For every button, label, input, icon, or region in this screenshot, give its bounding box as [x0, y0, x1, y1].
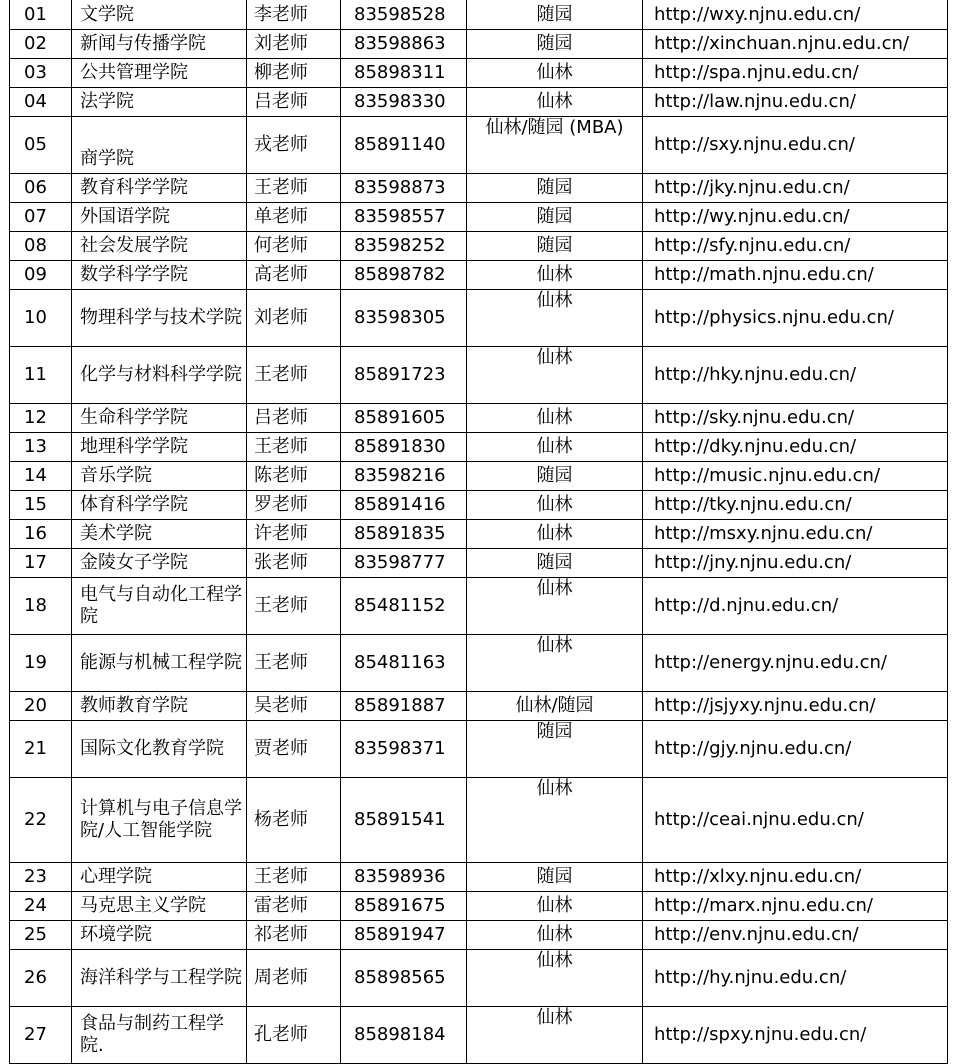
cell-teacher: 吕老师: [247, 404, 341, 433]
cell-college-name: 教育科学学院: [72, 174, 247, 203]
cell-phone: 85891541: [341, 778, 467, 863]
cell-teacher: 杨老师: [247, 778, 341, 863]
cell-campus: 仙林: [467, 290, 643, 347]
cell-teacher: 刘老师: [247, 30, 341, 59]
cell-teacher: 王老师: [247, 347, 341, 404]
cell-college-name: 计算机与电子信息学院/人工智能学院: [72, 778, 247, 863]
table-body: [10, 0, 948, 1064]
cell-teacher: 周老师: [247, 950, 341, 1007]
cell-phone: 85891416: [341, 491, 467, 520]
cell-phone: 85891830: [341, 433, 467, 462]
table-row: [10, 203, 948, 232]
cell-campus: 仙林: [467, 578, 643, 635]
cell-college-name: 能源与机械工程学院: [72, 635, 247, 692]
cell-teacher: 孔老师: [247, 1007, 341, 1064]
cell-number: 09: [10, 261, 72, 290]
cell-campus: 仙林: [467, 921, 643, 950]
cell-phone: 83598305: [341, 290, 467, 347]
cell-campus: 仙林: [467, 59, 643, 88]
cell-college-name: 马克思主义学院: [72, 892, 247, 921]
cell-number: 18: [10, 578, 72, 635]
cell-teacher: 王老师: [247, 578, 341, 635]
cell-college-name: 体育科学学院: [72, 491, 247, 520]
cell-website-url: http://hky.njnu.edu.cn/: [643, 347, 948, 404]
cell-phone: 85898565: [341, 950, 467, 1007]
cell-phone: 83598777: [341, 549, 467, 578]
cell-website-url: http://env.njnu.edu.cn/: [643, 921, 948, 950]
cell-phone: 85891723: [341, 347, 467, 404]
table-row: [10, 59, 948, 88]
cell-college-name: 数学科学学院: [72, 261, 247, 290]
table-row: [10, 921, 948, 950]
cell-college-name: 公共管理学院: [72, 59, 247, 88]
cell-campus: 仙林: [467, 347, 643, 404]
cell-number: 12: [10, 404, 72, 433]
cell-phone: 85891887: [341, 692, 467, 721]
cell-website-url: http://sky.njnu.edu.cn/: [643, 404, 948, 433]
cell-teacher: 吕老师: [247, 88, 341, 117]
cell-number: 19: [10, 635, 72, 692]
cell-teacher: 王老师: [247, 174, 341, 203]
cell-college-name: 音乐学院: [72, 462, 247, 491]
cell-phone: 85481152: [341, 578, 467, 635]
cell-campus: 仙林: [467, 950, 643, 1007]
cell-phone: 83598936: [341, 863, 467, 892]
cell-website-url: http://marx.njnu.edu.cn/: [643, 892, 948, 921]
cell-campus: 随园: [467, 863, 643, 892]
table-row: [10, 30, 948, 59]
table-row: [10, 404, 948, 433]
cell-campus: 仙林: [467, 778, 643, 863]
cell-teacher: 许老师: [247, 520, 341, 549]
cell-website-url: http://jky.njnu.edu.cn/: [643, 174, 948, 203]
cell-campus: 仙林: [467, 404, 643, 433]
cell-website-url: http://hy.njnu.edu.cn/: [643, 950, 948, 1007]
cell-phone: 83598873: [341, 174, 467, 203]
cell-campus: 随园: [467, 462, 643, 491]
cell-number: 16: [10, 520, 72, 549]
table-row: [10, 863, 948, 892]
cell-college-name: 海洋科学与工程学院: [72, 950, 247, 1007]
cell-number: 07: [10, 203, 72, 232]
cell-website-url: http://dky.njnu.edu.cn/: [643, 433, 948, 462]
cell-teacher: 雷老师: [247, 892, 341, 921]
cell-phone: 83598252: [341, 232, 467, 261]
table-row: [10, 520, 948, 549]
cell-college-name: 食品与制药工程学院.: [72, 1007, 247, 1064]
cell-teacher: 陈老师: [247, 462, 341, 491]
cell-number: 17: [10, 549, 72, 578]
cell-campus: 随园: [467, 0, 643, 30]
table-row: [10, 778, 948, 863]
college-contact-table: [9, 0, 948, 1064]
cell-phone: 83598216: [341, 462, 467, 491]
table-row: [10, 0, 948, 30]
cell-college-name: 国际文化教育学院: [72, 721, 247, 778]
table-row: [10, 549, 948, 578]
cell-website-url: http://sxy.njnu.edu.cn/: [643, 117, 948, 174]
cell-college-name: 电气与自动化工程学院: [72, 578, 247, 635]
cell-college-name: 环境学院: [72, 921, 247, 950]
cell-phone: 85481163: [341, 635, 467, 692]
cell-number: 02: [10, 30, 72, 59]
cell-teacher: 单老师: [247, 203, 341, 232]
table-row: [10, 635, 948, 692]
cell-teacher: 王老师: [247, 863, 341, 892]
cell-college-name: 外国语学院: [72, 203, 247, 232]
cell-website-url: http://jsjyxy.njnu.edu.cn/: [643, 692, 948, 721]
cell-website-url: http://physics.njnu.edu.cn/: [643, 290, 948, 347]
cell-number: 26: [10, 950, 72, 1007]
table-row: [10, 692, 948, 721]
cell-campus: 仙林/随园 (MBA): [467, 117, 643, 174]
cell-campus: 随园: [467, 549, 643, 578]
cell-college-name: 地理科学学院: [72, 433, 247, 462]
cell-teacher: 戎老师: [247, 117, 341, 174]
cell-campus: 仙林: [467, 1007, 643, 1064]
cell-website-url: http://d.njnu.edu.cn/: [643, 578, 948, 635]
cell-teacher: 李老师: [247, 0, 341, 30]
cell-number: 21: [10, 721, 72, 778]
cell-campus: 仙林: [467, 635, 643, 692]
cell-college-name: 社会发展学院: [72, 232, 247, 261]
cell-website-url: http://xlxy.njnu.edu.cn/: [643, 863, 948, 892]
cell-college-name: 美术学院: [72, 520, 247, 549]
cell-campus: 仙林: [467, 491, 643, 520]
cell-number: 15: [10, 491, 72, 520]
table-row: [10, 174, 948, 203]
cell-phone: 85898782: [341, 261, 467, 290]
cell-phone: 85898184: [341, 1007, 467, 1064]
cell-teacher: 柳老师: [247, 59, 341, 88]
cell-teacher: 罗老师: [247, 491, 341, 520]
cell-phone: 85891605: [341, 404, 467, 433]
cell-number: 20: [10, 692, 72, 721]
cell-college-name: 商学院: [72, 117, 247, 174]
cell-teacher: 吴老师: [247, 692, 341, 721]
cell-phone: 83598863: [341, 30, 467, 59]
cell-phone: 85891675: [341, 892, 467, 921]
cell-number: 27: [10, 1007, 72, 1064]
cell-number: 24: [10, 892, 72, 921]
table-row: [10, 721, 948, 778]
table-row: [10, 261, 948, 290]
cell-college-name: 教师教育学院: [72, 692, 247, 721]
cell-campus: 随园: [467, 232, 643, 261]
cell-number: 23: [10, 863, 72, 892]
cell-website-url: http://wxy.njnu.edu.cn/: [643, 0, 948, 30]
cell-number: 05: [10, 117, 72, 174]
cell-website-url: http://tky.njnu.edu.cn/: [643, 491, 948, 520]
cell-college-name: 金陵女子学院: [72, 549, 247, 578]
cell-website-url: http://energy.njnu.edu.cn/: [643, 635, 948, 692]
cell-website-url: http://sfy.njnu.edu.cn/: [643, 232, 948, 261]
cell-phone: 85891835: [341, 520, 467, 549]
cell-website-url: http://xinchuan.njnu.edu.cn/: [643, 30, 948, 59]
cell-website-url: http://math.njnu.edu.cn/: [643, 261, 948, 290]
cell-number: 22: [10, 778, 72, 863]
table-row: [10, 117, 948, 174]
table-row: [10, 433, 948, 462]
cell-phone: 83598557: [341, 203, 467, 232]
cell-campus: 仙林: [467, 261, 643, 290]
cell-campus: 仙林: [467, 433, 643, 462]
cell-number: 03: [10, 59, 72, 88]
cell-phone: 83598528: [341, 0, 467, 30]
cell-website-url: http://wy.njnu.edu.cn/: [643, 203, 948, 232]
cell-teacher: 何老师: [247, 232, 341, 261]
cell-phone: 83598371: [341, 721, 467, 778]
cell-number: 04: [10, 88, 72, 117]
cell-campus: 仙林: [467, 892, 643, 921]
table-row: [10, 462, 948, 491]
cell-website-url: http://spxy.njnu.edu.cn/: [643, 1007, 948, 1064]
cell-phone: 85898311: [341, 59, 467, 88]
table-row: [10, 290, 948, 347]
cell-number: 25: [10, 921, 72, 950]
table-row: [10, 950, 948, 1007]
table-row: [10, 578, 948, 635]
cell-website-url: http://jny.njnu.edu.cn/: [643, 549, 948, 578]
table-row: [10, 88, 948, 117]
table-row: [10, 232, 948, 261]
cell-college-name: 法学院: [72, 88, 247, 117]
cell-teacher: 张老师: [247, 549, 341, 578]
cell-website-url: http://gjy.njnu.edu.cn/: [643, 721, 948, 778]
cell-website-url: http://ceai.njnu.edu.cn/: [643, 778, 948, 863]
cell-number: 14: [10, 462, 72, 491]
cell-website-url: http://spa.njnu.edu.cn/: [643, 59, 948, 88]
cell-campus: 随园: [467, 174, 643, 203]
cell-number: 11: [10, 347, 72, 404]
cell-website-url: http://music.njnu.edu.cn/: [643, 462, 948, 491]
cell-college-name: 生命科学学院: [72, 404, 247, 433]
cell-teacher: 刘老师: [247, 290, 341, 347]
cell-college-name: 文学院: [72, 0, 247, 30]
cell-website-url: http://law.njnu.edu.cn/: [643, 88, 948, 117]
cell-campus: 随园: [467, 30, 643, 59]
cell-teacher: 王老师: [247, 433, 341, 462]
cell-campus: 仙林: [467, 520, 643, 549]
cell-number: 08: [10, 232, 72, 261]
cell-campus: 随园: [467, 203, 643, 232]
cell-college-name: 物理科学与技术学院: [72, 290, 247, 347]
cell-campus: 仙林/随园: [467, 692, 643, 721]
cell-college-name: 心理学院: [72, 863, 247, 892]
cell-number: 10: [10, 290, 72, 347]
table-row: [10, 347, 948, 404]
cell-number: 01: [10, 0, 72, 30]
cell-website-url: http://msxy.njnu.edu.cn/: [643, 520, 948, 549]
cell-teacher: 高老师: [247, 261, 341, 290]
cell-number: 06: [10, 174, 72, 203]
cell-college-name: 化学与材料科学学院: [72, 347, 247, 404]
cell-college-name: 新闻与传播学院: [72, 30, 247, 59]
cell-teacher: 祁老师: [247, 921, 341, 950]
cell-phone: 85891947: [341, 921, 467, 950]
cell-number: 13: [10, 433, 72, 462]
cell-campus: 仙林: [467, 88, 643, 117]
cell-teacher: 贾老师: [247, 721, 341, 778]
cell-campus: 随园: [467, 721, 643, 778]
cell-phone: 83598330: [341, 88, 467, 117]
cell-teacher: 王老师: [247, 635, 341, 692]
table-row: [10, 892, 948, 921]
table-row: [10, 491, 948, 520]
cell-phone: 85891140: [341, 117, 467, 174]
